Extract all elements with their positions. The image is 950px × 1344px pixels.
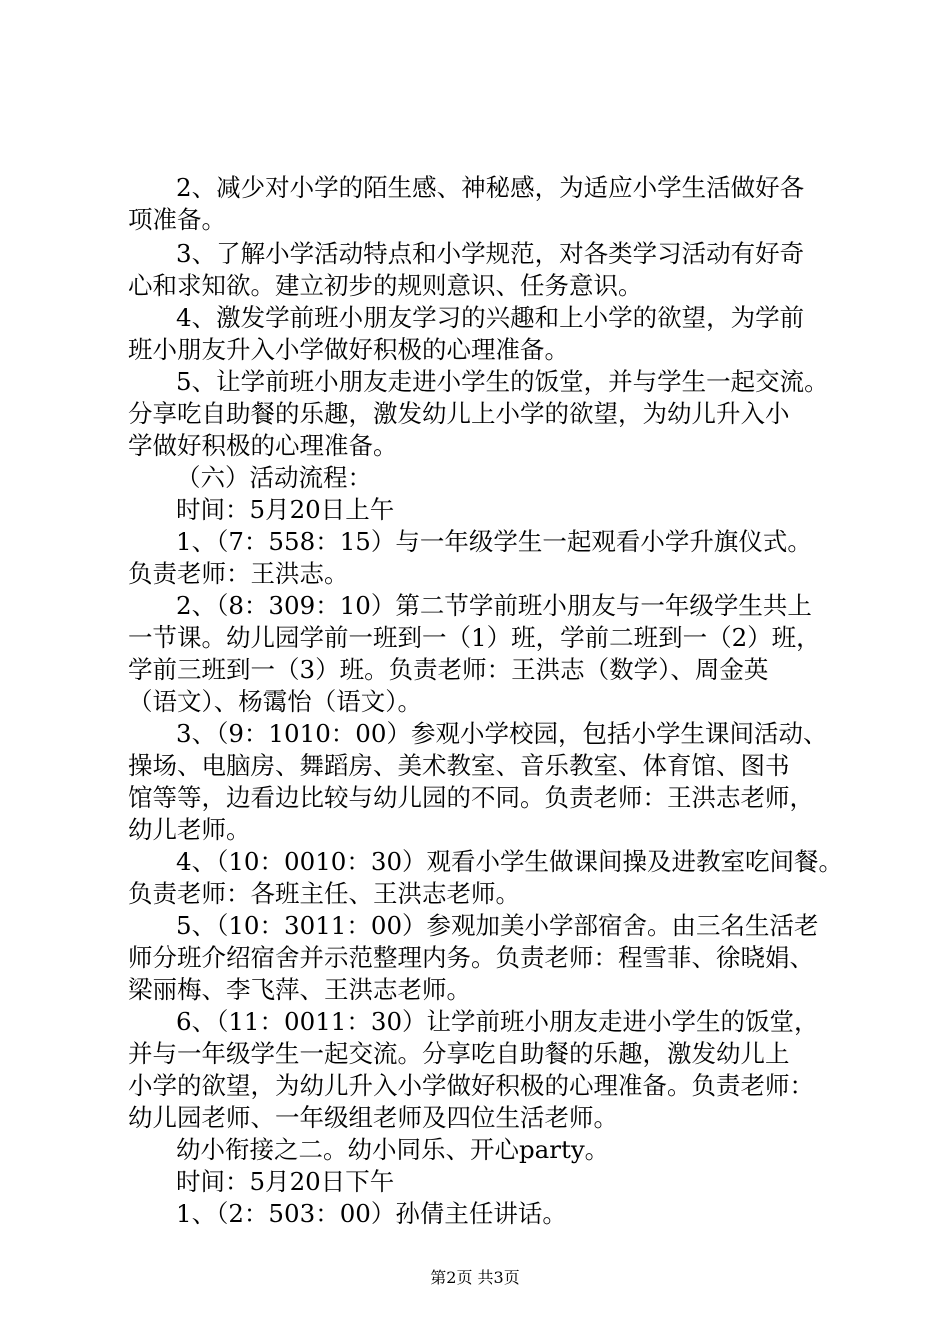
text-line: 师分班介绍宿舍并示范整理内务。负责老师：程雪菲、徐晓娟、 xyxy=(128,943,814,972)
text-line: 分享吃自助餐的乐趣，激发幼儿上小学的欲望，为幼儿升入小 xyxy=(128,399,790,428)
text-line: 时间：5月20日上午 xyxy=(176,495,395,524)
text-line: 学做好积极的心理准备。 xyxy=(128,431,398,460)
text-line: 5、让学前班小朋友走进小学生的饭堂，并与学生一起交流。 xyxy=(176,367,829,396)
section-heading: （六）活动流程： xyxy=(176,463,372,492)
text-line: 2、（8：309：10）第二节学前班小朋友与一年级学生共上 xyxy=(176,591,812,620)
text-line: 负责老师：王洪志。 xyxy=(128,559,349,588)
text-line: 2、减少对小学的陌生感、神秘感，为适应小学生活做好各 xyxy=(176,173,805,202)
text-line: 并与一年级学生一起交流。分享吃自助餐的乐趣，激发幼儿上 xyxy=(128,1039,790,1068)
text-line: 负责老师：各班主任、王洪志老师。 xyxy=(128,879,520,908)
text-line: 幼儿老师。 xyxy=(128,815,251,844)
text-line: 1、（2：503：00）孙倩主任讲话。 xyxy=(176,1199,567,1228)
text-line: 学前三班到一（3）班。负责老师：王洪志（数学）、周金英 xyxy=(128,655,769,684)
text-line: 小学的欲望，为幼儿升入小学做好积极的心理准备。负责老师： xyxy=(128,1071,814,1100)
text-line: 3、了解小学活动特点和小学规范，对各类学习活动有好奇 xyxy=(176,239,805,268)
text-line: 幼儿园老师、一年级组老师及四位生活老师。 xyxy=(128,1103,618,1132)
text-line: 6、（11：0011：30）让学前班小朋友走进小学生的饭堂， xyxy=(176,1007,819,1036)
page-number-footer: 第2页 共3页 xyxy=(430,1268,520,1287)
text-line: 馆等等，边看边比较与幼儿园的不同。负责老师：王洪志老师， xyxy=(128,783,814,812)
text-line: 3、（9：1010：00）参观小学校园，包括小学生课间活动、 xyxy=(176,719,828,748)
text-line: 时间：5月20日下午 xyxy=(176,1167,395,1196)
text-line: （语文）、杨霭怡（语文）。 xyxy=(128,687,422,716)
text-line: 操场、电脑房、舞蹈房、美术教室、音乐教室、体育馆、图书 xyxy=(128,751,790,780)
text-line: 1、（7：558：15）与一年级学生一起观看小学升旗仪式。 xyxy=(176,527,812,556)
text-line: 幼小衔接之二。幼小同乐、开心party。 xyxy=(176,1135,610,1164)
text-line: 心和求知欲。建立初步的规则意识、任务意识。 xyxy=(128,271,643,300)
text-line: 班小朋友升入小学做好积极的心理准备。 xyxy=(128,335,569,364)
text-line: 一节课。幼儿园学前一班到一（1）班，学前二班到一（2）班， xyxy=(128,623,821,652)
text-line: 5、（10：3011：00）参观加美小学部宿舍。由三名生活老 xyxy=(176,911,819,940)
text-line: 4、激发学前班小朋友学习的兴趣和上小学的欲望，为学前 xyxy=(176,303,805,332)
text-line: 项准备。 xyxy=(128,205,226,234)
text-line: 4、（10：0010：30）观看小学生做课间操及进教室吃间餐。 xyxy=(176,847,844,876)
text-line: 梁丽梅、李飞萍、王洪志老师。 xyxy=(128,975,471,1004)
